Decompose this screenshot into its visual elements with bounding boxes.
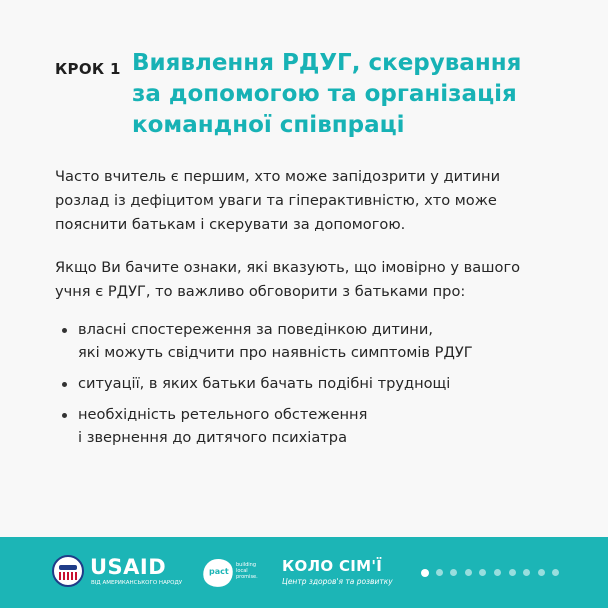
intro-paragraph <box>55 165 555 237</box>
title-line: командної співпраці <box>132 112 405 138</box>
usaid-logo <box>52 555 183 591</box>
usaid-seal-icon <box>52 555 84 587</box>
title-line: за допомогою та організація <box>132 81 517 107</box>
pagination-dot[interactable] <box>552 569 559 576</box>
title-line: Виявлення РДУГ, скерування <box>132 50 522 76</box>
usaid-wordmark: USAID <box>90 555 167 579</box>
list-item-line: необхідність ретельного обстеження <box>78 406 368 423</box>
list-item <box>55 318 575 364</box>
pagination-dot[interactable] <box>494 569 501 576</box>
pagination-dot[interactable] <box>436 569 443 576</box>
paragraph-line: Якщо Ви бачите ознаки, які вказують, що імовірно у вашого <box>55 259 521 276</box>
bullet-icon <box>62 413 67 418</box>
topics-list <box>55 318 575 457</box>
kolo-simi-tagline: Центр здоров'я та розвитку <box>282 577 393 586</box>
pagination-dot[interactable] <box>538 569 545 576</box>
footer-bar <box>0 537 608 608</box>
pact-tagline: building local promise. <box>236 562 258 580</box>
pagination-dot[interactable] <box>421 569 429 577</box>
bullet-icon <box>62 382 67 387</box>
pagination-dot[interactable] <box>509 569 516 576</box>
paragraph-line: розлад із дефіцитом уваги та гіперактивністю, хто може <box>55 192 497 209</box>
paragraph-line: пояснити батькам і скерувати за допомогою. <box>55 216 406 233</box>
pact-wordmark: pact <box>209 567 229 576</box>
slide-title <box>132 48 552 141</box>
pagination-dot[interactable] <box>450 569 457 576</box>
list-item-line: власні спостереження за поведінкою дитини, <box>78 321 433 338</box>
pagination-dot[interactable] <box>465 569 472 576</box>
bullet-icon <box>62 328 67 333</box>
list-item <box>55 372 575 395</box>
list-item-line: які можуть свідчити про наявність симптомів РДУГ <box>78 344 473 361</box>
list-item-line: і звернення до дитячого психіатра <box>78 429 348 446</box>
kolo-simi-logo <box>282 557 412 591</box>
discussion-paragraph <box>55 256 555 304</box>
list-item-line: ситуації, в яких батьки бачать подібні труднощі <box>78 375 451 392</box>
pagination-dot[interactable] <box>479 569 486 576</box>
kolo-simi-wordmark: КОЛО СІМ'Ї <box>282 557 383 575</box>
pagination-dot[interactable] <box>523 569 530 576</box>
pact-logo <box>203 557 263 589</box>
paragraph-line: Часто вчитель є першим, хто може запідозрити у дитини <box>55 168 501 185</box>
step-label: КРОК 1 <box>55 60 121 78</box>
list-item <box>55 403 575 449</box>
paragraph-line: учня є РДУГ, то важливо обговорити з батьками про: <box>55 283 466 300</box>
usaid-tagline: ВІД АМЕРИКАНСЬКОГО НАРОДУ <box>91 580 183 586</box>
